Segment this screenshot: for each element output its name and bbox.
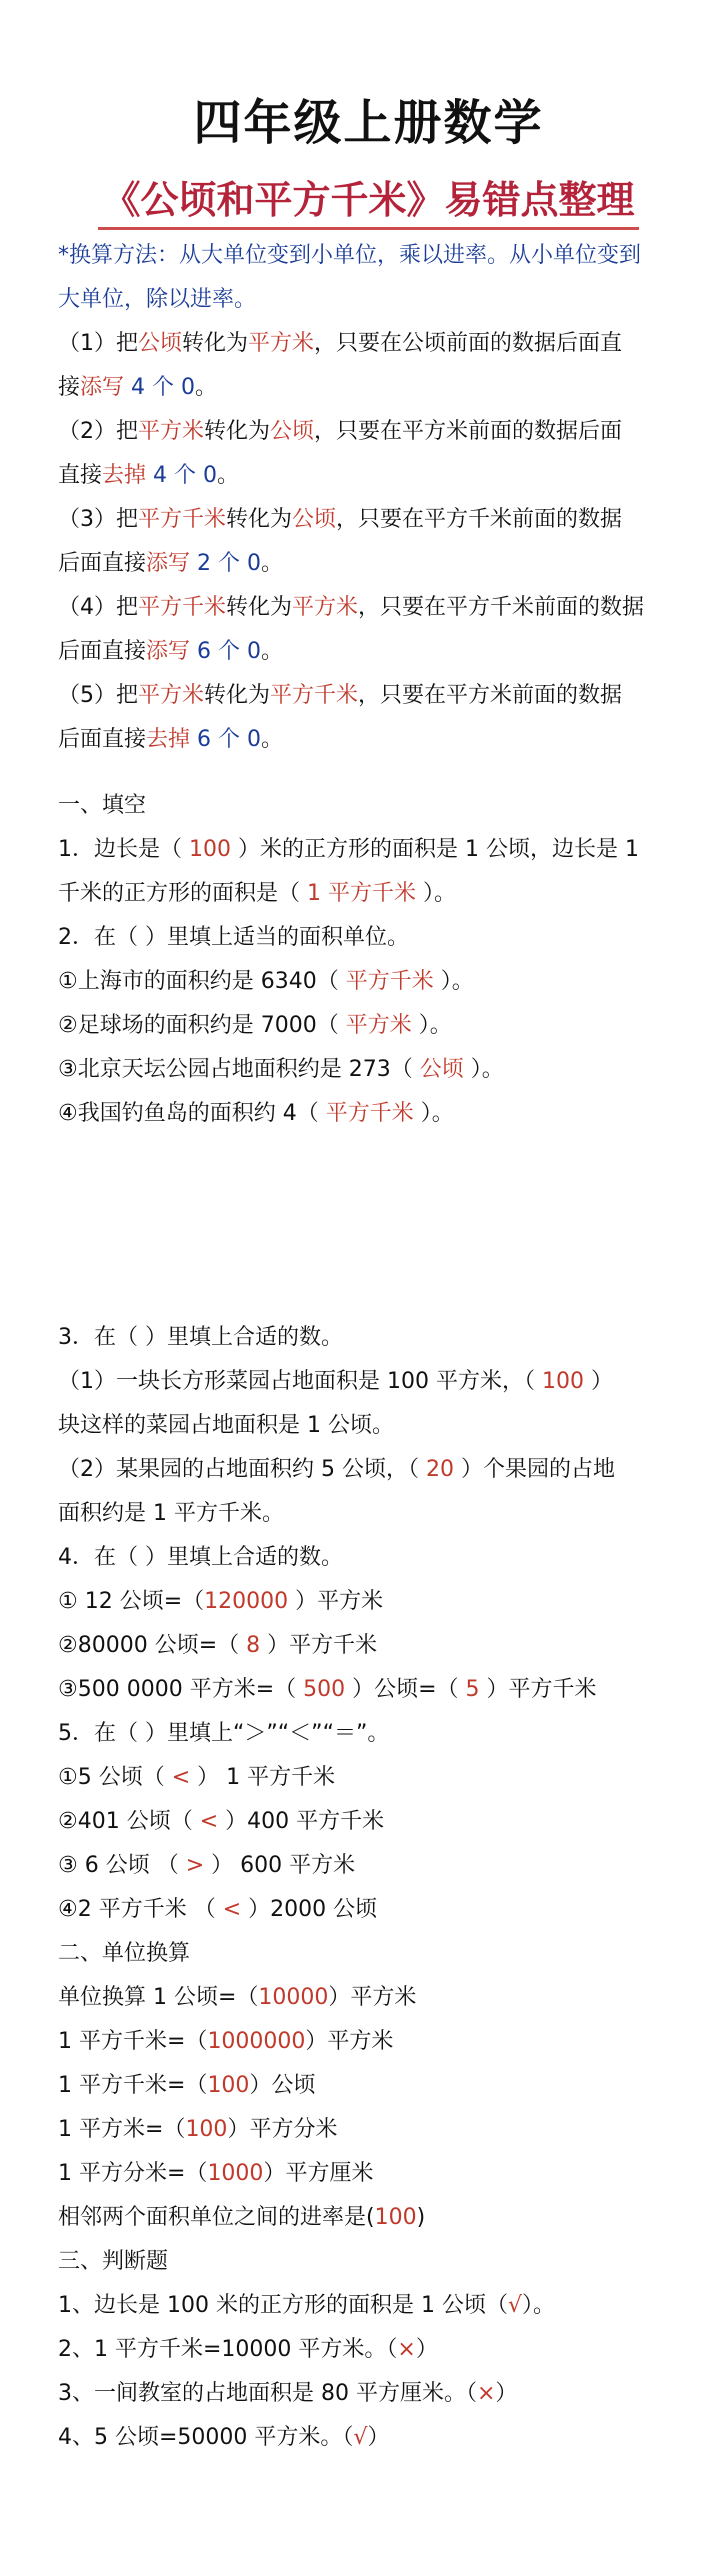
answer-text: 平方千米 — [138, 595, 227, 620]
answer-text: 添写 — [146, 551, 191, 576]
section2-line — [58, 2372, 679, 2416]
body-text: ） — [495, 2381, 518, 2406]
body-text: 1 平方千米=（ — [58, 2073, 208, 2098]
rule-text: 4 个 0 — [146, 463, 218, 488]
section2-line — [58, 1492, 679, 1536]
body-text: ）平方厘米 — [263, 2161, 374, 2186]
body-text: ②80000 公顷=（ — [58, 1633, 247, 1658]
body-text: ）公顷=（ — [345, 1677, 466, 1702]
body-text: ）平方千米 — [479, 1677, 597, 1702]
section2-line — [58, 1580, 679, 1624]
section2-line — [58, 1668, 679, 1712]
body-text: ）平方分米 — [227, 2117, 338, 2142]
body-text: 1、边长是 100 米的正方形的面积是 1 公顷（ — [58, 2293, 508, 2318]
answer-text: 10000 — [258, 1985, 329, 2010]
answer-text: 公顷 — [419, 1057, 464, 1082]
rule-text: 4 个 0 — [124, 375, 196, 400]
body-text: ④我国钓鱼岛的面积约 4（ — [58, 1101, 326, 1126]
body-text: 4．在（ ）里填上合适的数。 — [58, 1545, 343, 1570]
answer-text: 平方米 — [138, 419, 205, 444]
answer-text: 1 平方千米 — [307, 881, 416, 906]
body-text: 1 平方千米=（ — [58, 2029, 208, 2054]
body-text: ①上海市的面积约是 6340（ — [58, 969, 346, 994]
body-text: ） 600 平方米 — [204, 1853, 356, 1878]
spacer — [58, 762, 679, 784]
answer-text: 1000 — [207, 2161, 264, 2186]
answer-text: 平方千米 — [270, 683, 359, 708]
answer-text: 100 — [374, 2205, 417, 2230]
body-text: ，只要在平方千米前面的数据 — [358, 595, 645, 620]
section2-line — [58, 2328, 679, 2372]
body-text: ）。 — [522, 2293, 556, 2318]
rule-text: 6 个 0 — [190, 639, 262, 664]
answer-text: 公顷 — [292, 507, 337, 532]
body-text: 转化为 — [204, 683, 271, 708]
fill-in-section — [58, 784, 679, 1136]
body-text: 3．在（ ）里填上合适的数。 — [58, 1325, 343, 1350]
section1-line — [58, 1092, 679, 1136]
body-text: ）。 — [413, 1101, 454, 1126]
answer-text: 100 — [185, 2117, 228, 2142]
answer-text: < — [222, 1897, 242, 1922]
body-text: 。 — [261, 727, 284, 752]
answer-text: 8 — [246, 1633, 261, 1658]
page-title: 四年级上册数学 — [193, 95, 544, 151]
body-text: 一、填空 — [58, 793, 147, 818]
answer-text: 5 — [465, 1677, 480, 1702]
section2-line — [58, 1888, 679, 1932]
answer-text: 500 — [303, 1677, 346, 1702]
answer-text: 公顷 — [270, 419, 315, 444]
section2-line — [58, 1756, 679, 1800]
answer-text: 平方千米 — [138, 507, 227, 532]
body-text: 。 — [217, 463, 240, 488]
answer-text: 平方千米 — [325, 1101, 414, 1126]
body-text: 单位换算 1 公顷=（ — [58, 1985, 259, 2010]
body-text: 接 — [58, 375, 81, 400]
body-text: ） 1 平方千米 — [190, 1765, 336, 1790]
answer-text: 添写 — [146, 639, 191, 664]
answer-text: 1000000 — [207, 2029, 306, 2054]
body-text: 面积约是 1 平方千米。 — [58, 1501, 284, 1526]
body-text: ，只要在平方千米前面的数据 — [336, 507, 623, 532]
body-text: ③500 0000 平方米=（ — [58, 1677, 304, 1702]
section2-line — [58, 2196, 679, 2240]
body-text: 转化为 — [204, 419, 271, 444]
body-text: （1）一块长方形菜园占地面积是 100 平方米，（ — [58, 1369, 542, 1394]
section2-line — [58, 2240, 679, 2284]
section1-line — [58, 784, 679, 828]
body-text: ）公顷 — [249, 2073, 316, 2098]
body-text: 。 — [261, 551, 284, 576]
answer-text: 公顷 — [138, 331, 183, 356]
body-text: ）平方米 — [328, 1985, 417, 2010]
section1-line — [58, 960, 679, 1004]
section2-line — [58, 1536, 679, 1580]
body-text: ) — [416, 2205, 426, 2230]
answer-text: 去掉 — [102, 463, 147, 488]
method-line — [58, 278, 679, 322]
section2-line — [58, 2152, 679, 2196]
body-text: （5）把 — [58, 683, 138, 708]
answer-text: 20 — [425, 1457, 454, 1482]
body-text: ）个果园的占地 — [453, 1457, 615, 1482]
body-text: ） — [367, 2425, 390, 2450]
exercise-section — [58, 1316, 679, 2460]
body-text: 4、5 公顷=50000 平方米。（ — [58, 2425, 354, 2450]
section1-line — [58, 1004, 679, 1048]
body-text: 后面直接 — [58, 639, 147, 664]
body-text: （3）把 — [58, 507, 138, 532]
answer-text: 120000 — [204, 1589, 289, 1614]
body-text: ）。 — [463, 1057, 504, 1082]
body-text: 块这样的菜园占地面积是 1 公顷。 — [58, 1413, 394, 1438]
body-text: 3、一间教室的占地面积是 80 平方厘米。（ — [58, 2381, 477, 2406]
body-text: ③北京天坛公园占地面积约是 273（ — [58, 1057, 420, 1082]
method-line — [58, 630, 679, 674]
body-text: ）。 — [411, 1013, 452, 1038]
blank-spacer — [58, 1136, 679, 1316]
answer-text: 100 — [541, 1369, 584, 1394]
section2-line — [58, 1404, 679, 1448]
body-text: 5．在（ ）里填上“＞”“＜”“＝”。 — [58, 1721, 390, 1746]
section2-line — [58, 1448, 679, 1492]
answer-text: < — [199, 1809, 219, 1834]
section1-line — [58, 1048, 679, 1092]
answer-text: > — [185, 1853, 205, 1878]
rule-text: 6 个 0 — [190, 727, 262, 752]
body-text: ）平方米 — [305, 2029, 394, 2054]
body-text: 后面直接 — [58, 551, 147, 576]
body-text: ）。 — [416, 881, 456, 906]
section2-line — [58, 2108, 679, 2152]
body-text: ②足球场的面积约是 7000（ — [58, 1013, 346, 1038]
body-text: 转化为 — [226, 507, 293, 532]
method-line — [58, 586, 679, 630]
body-text: ，只要在平方米前面的数据 — [358, 683, 623, 708]
answer-text: < — [171, 1765, 191, 1790]
body-text: ① 12 公顷=（ — [58, 1589, 205, 1614]
body-text: 转化为 — [226, 595, 293, 620]
body-text: 2、1 平方千米=10000 平方米。（ — [58, 2337, 398, 2362]
answer-text: × — [397, 2337, 416, 2362]
body-text: ②401 公顷（ — [58, 1809, 200, 1834]
body-text: ）。 — [433, 969, 474, 994]
method-line — [58, 366, 679, 410]
method-line — [58, 674, 679, 718]
section1-line — [58, 872, 679, 916]
method-line — [58, 718, 679, 762]
section2-line — [58, 2064, 679, 2108]
section2-line — [58, 1976, 679, 2020]
section2-line — [58, 1800, 679, 1844]
method-line — [58, 322, 679, 366]
method-line — [58, 542, 679, 586]
section2-line — [58, 2020, 679, 2064]
answer-text: 平方米 — [345, 1013, 412, 1038]
body-text: （4）把 — [58, 595, 138, 620]
answer-text: × — [476, 2381, 496, 2406]
section2-line — [58, 1316, 679, 1360]
body-text: 二、单位换算 — [58, 1941, 191, 1966]
body-text: ①5 公顷（ — [58, 1765, 172, 1790]
body-text: 后面直接 — [58, 727, 147, 752]
answer-text: 平方米 — [138, 683, 205, 708]
body-text: 千米的正方形的面积是（ — [58, 881, 307, 906]
body-text: 三、判断题 — [58, 2249, 169, 2274]
body-text: （2）把 — [58, 419, 138, 444]
body-text: 1 平方分米=（ — [58, 2161, 208, 2186]
body-text: 1 平方米=（ — [58, 2117, 186, 2142]
body-text: 2．在（ ）里填上适当的面积单位。 — [58, 925, 409, 950]
answer-text: √ — [353, 2425, 368, 2450]
section1-line — [58, 916, 679, 960]
answer-text: 平方米 — [292, 595, 359, 620]
body-text: 。 — [195, 375, 218, 400]
rule-text: 大单位，除以进率。 — [58, 287, 257, 312]
body-text: ）400 平方千米 — [218, 1809, 385, 1834]
body-text: （1）把 — [58, 331, 138, 356]
body-text: ）米的正方形的面积是 1 公顷，边长是 1 — [231, 837, 639, 862]
body-text: ） — [415, 2337, 438, 2362]
body-text: 相邻两个面积单位之间的进率是( — [58, 2205, 375, 2230]
conversion-method-block — [58, 234, 679, 762]
body-text: 直接 — [58, 463, 103, 488]
rule-text: *换算方法：从大单位变到小单位，乘以进率。从小单位变到 — [58, 243, 642, 268]
section2-line — [58, 2284, 679, 2328]
section2-line — [58, 1844, 679, 1888]
answer-text: 平方千米 — [345, 969, 434, 994]
body-text: 转化为 — [182, 331, 249, 356]
method-line — [58, 410, 679, 454]
body-text: ） — [583, 1369, 613, 1394]
body-text: ④2 平方千米 （ — [58, 1897, 223, 1922]
section2-line — [58, 1360, 679, 1404]
rule-text: 2 个 0 — [190, 551, 262, 576]
body-text: ，只要在平方米前面的数据后面 — [314, 419, 623, 444]
answer-text: 平方米 — [248, 331, 315, 356]
body-text: （2）某果园的占地面积约 5 公顷，（ — [58, 1457, 426, 1482]
body-text: ，只要在公顷前面的数据后面直 — [314, 331, 623, 356]
method-line — [58, 498, 679, 542]
answer-text: 添写 — [80, 375, 125, 400]
body-text: ）平方米 — [288, 1589, 384, 1614]
answer-text: 去掉 — [146, 727, 191, 752]
body-text: 。 — [261, 639, 284, 664]
answer-text: 100 — [189, 837, 231, 862]
subtitle-text: 《公顷和平方千米》易错点整理 — [98, 173, 638, 230]
section1-line — [58, 828, 679, 872]
section2-line — [58, 1932, 679, 1976]
body-text: ③ 6 公顷 （ — [58, 1853, 186, 1878]
method-line — [58, 234, 679, 278]
section2-line — [58, 1624, 679, 1668]
method-line — [58, 454, 679, 498]
answer-text: 100 — [207, 2073, 250, 2098]
answer-text: √ — [507, 2293, 522, 2318]
section2-line — [58, 2416, 679, 2460]
body-text: ）平方千米 — [260, 1633, 378, 1658]
body-text: ）2000 公顷 — [241, 1897, 378, 1922]
body-text: 1．边长是（ — [58, 837, 189, 862]
page-subtitle — [58, 166, 679, 234]
section2-line — [58, 1712, 679, 1756]
